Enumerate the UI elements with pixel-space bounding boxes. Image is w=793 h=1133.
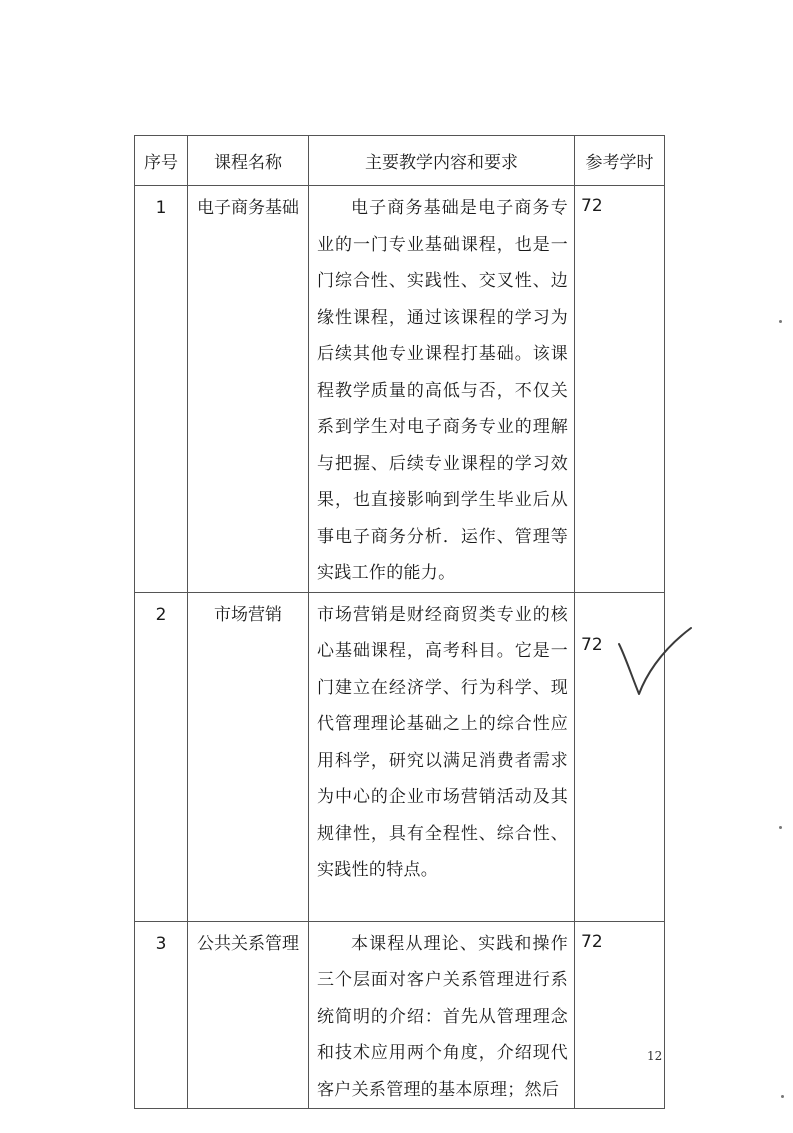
row-hours: 72 bbox=[575, 186, 665, 593]
handwritten-checkmark-icon bbox=[615, 622, 695, 700]
row-content: 市场营销是财经商贸类专业的核心基础课程，高考科目。它是一门建立在经济学、行为科学、现代管理理论基础之上的综合性应用科学，研究以满足消费者需求为中心的企业市场营销活动及其规律性，具有全程性、综合性、实践性的特点。 bbox=[309, 592, 575, 921]
row-index: 3 bbox=[135, 921, 188, 1109]
header-course-name: 课程名称 bbox=[188, 136, 309, 186]
scan-speck bbox=[779, 320, 782, 323]
course-table bbox=[134, 135, 665, 1109]
row-hours: 72 bbox=[575, 592, 665, 921]
scan-speck bbox=[781, 1095, 784, 1098]
header-content: 主要教学内容和要求 bbox=[309, 136, 575, 186]
row-index: 1 bbox=[135, 186, 188, 593]
scan-speck bbox=[779, 826, 782, 829]
row-index: 2 bbox=[135, 592, 188, 921]
row-course-name: 公共关系管理 bbox=[188, 921, 309, 1109]
table-row bbox=[135, 592, 665, 921]
header-index: 序号 bbox=[135, 136, 188, 186]
row-course-name: 电子商务基础 bbox=[188, 186, 309, 593]
table-header-row bbox=[135, 136, 665, 186]
table-row bbox=[135, 186, 665, 593]
page-number: 12 bbox=[647, 1049, 663, 1063]
row-content: 电子商务基础是电子商务专业的一门专业基础课程，也是一门综合性、实践性、交叉性、边缘性课程，通过该课程的学习为后续其他专业课程打基础。该课程教学质量的高低与否，不仅关系到学生对电子商务专业的理解与把握、后续专业课程的学习效果，也直接影响到学生毕业后从事电子商务分析．运作、管理等实践工作的能力。 bbox=[309, 186, 575, 593]
row-hours: 72 bbox=[575, 921, 665, 1109]
row-content: 本课程从理论、实践和操作三个层面对客户关系管理进行系统简明的介绍：首先从管理理念和技术应用两个角度，介绍现代客户关系管理的基本原理；然后 bbox=[309, 921, 575, 1109]
header-hours: 参考学时 bbox=[575, 136, 665, 186]
table-row bbox=[135, 921, 665, 1109]
row-course-name: 市场营销 bbox=[188, 592, 309, 921]
